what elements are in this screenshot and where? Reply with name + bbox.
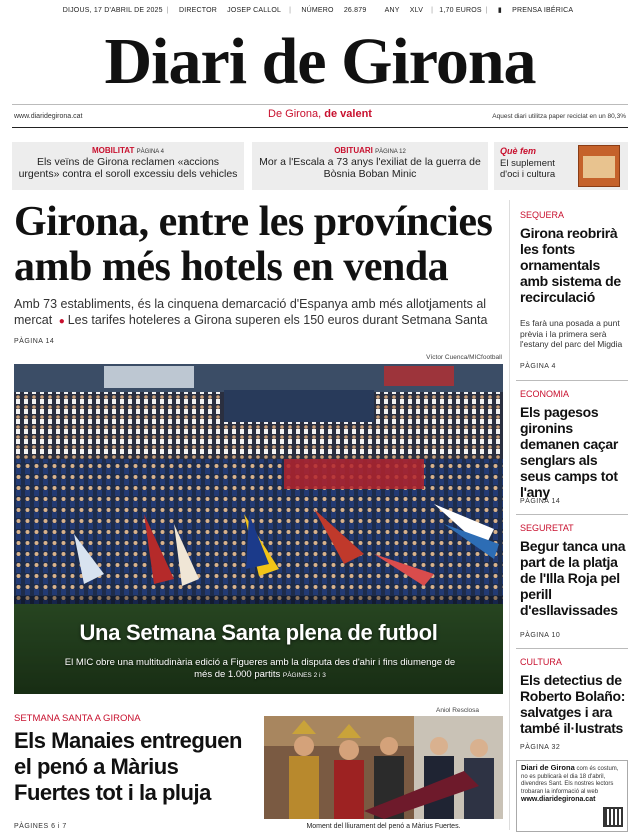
teaser-kicker: MOBILITAT: [92, 146, 135, 155]
sidebar-page-ref: PÀGINA 10: [520, 632, 561, 639]
website-url[interactable]: www.diaridegirona.cat: [14, 113, 83, 120]
issue-info-line: DIJOUS, 17 D'ABRIL DE 2025 | DIRECTOR JOSEP CALLOL | NÚMERO 26.879 ANY XLV | 1,70 EUROS | ▮ PRENSA IBÉRICA: [0, 6, 640, 14]
issue-price: 1,70 EUROS: [439, 7, 482, 14]
second-page-ref: PÀGINES 6 i 7: [14, 823, 67, 830]
recycled-paper-note: Aquest diari utilitza paper reciclat en un 80,3%: [492, 113, 626, 120]
teaser-mobilitat[interactable]: [12, 142, 244, 190]
teaser-text: Mor a l'Escala a 73 anys l'exiliat de la guerra de Bòsnia Boban Minic: [259, 156, 481, 180]
sidebar-rule: [516, 380, 628, 381]
column-divider: [509, 200, 510, 830]
teaser-page: PÀGINA 12: [375, 149, 406, 155]
publisher-logo-icon: ▮: [497, 7, 502, 14]
second-kicker: SETMANA SANTA A GIRONA: [14, 713, 141, 724]
supplement-text: El suplement d'oci i cultura: [500, 158, 556, 180]
issue-date: DIJOUS, 17 D'ABRIL DE 2025: [62, 7, 163, 14]
teaser-page: PÀGINA 4: [136, 149, 164, 155]
second-photo-credit: Aniol Resclosa: [436, 707, 479, 714]
photo-credit: Víctor Cuenca/MICfootball: [426, 354, 502, 361]
manaies-illustration: [264, 716, 503, 819]
teaser-kicker: OBITUARI: [334, 146, 373, 155]
sidebar-page-ref: PÀGINA 4: [520, 363, 556, 370]
imprint-name: Diari de Girona: [521, 763, 575, 772]
photo-caption-title[interactable]: Una Setmana Santa plena de futbol: [79, 620, 438, 645]
lead-headline[interactable]: Girona, entre les províncies amb més hotels en venda: [14, 199, 493, 290]
sidebar-kicker: CULTURA: [520, 657, 562, 667]
sidebar-headline[interactable]: Begur tanca una part de la platja de l'Illa Roja pel perill d'esllavissades: [520, 538, 626, 618]
teaser-obituari[interactable]: [252, 142, 488, 190]
supplement-logo: Què fem: [500, 146, 537, 156]
imprint-url[interactable]: www.diaridegirona.cat: [521, 796, 596, 803]
sidebar-kicker: SEGURETAT: [520, 523, 574, 533]
slogan: De Girona, de valent: [268, 108, 372, 120]
qr-code-icon[interactable]: [603, 807, 623, 827]
masthead-rule: [12, 104, 628, 105]
sidebar-kicker: ECONOMIA: [520, 389, 570, 399]
newspaper-masthead: Diari de Girona: [104, 25, 536, 98]
imprint-text: com és costum, no es publicarà el dia 18 d'abril, divendres Sant. Els nostres lectors trobaran la informació al web: [521, 766, 619, 795]
header-bottom-rule: [12, 127, 628, 128]
issue-number: NÚMERO 26.879: [301, 7, 367, 14]
sidebar-page-ref: PÀGINA 14: [520, 498, 561, 505]
sidebar-headline[interactable]: Els detectius de Roberto Bolaño: salvatges i ara també il·lustrats: [520, 672, 626, 736]
sidebar-kicker: SEQUERA: [520, 210, 565, 220]
sidebar-page-ref: PÀGINA 32: [520, 744, 561, 751]
publisher-group: ▮ PRENSA IBÉRICA: [490, 7, 581, 14]
second-headline[interactable]: Els Manaies entreguen el penó a Màrius Fuertes tot i la pluja: [14, 728, 242, 805]
supplement-promo[interactable]: [494, 142, 628, 190]
sidebar-rule: [516, 514, 628, 515]
lead-page-ref: PÀGINA 14: [14, 338, 55, 345]
sidebar-text: Es farà una posada a punt prèvia i la primera serà l'estany del parc del Migdia: [520, 318, 623, 349]
second-photo-caption: Moment del lliurament del penó a Màrius Fuertes.: [306, 823, 461, 830]
bullet-icon: ●: [58, 316, 65, 327]
photo-page-ref: PÀGINES 2 i 3: [282, 672, 326, 679]
sidebar-rule: [516, 648, 628, 649]
manaies-photo: [264, 716, 503, 819]
sidebar-headline[interactable]: Girona reobrirà les fonts ornamentals amb sistema de recirculació: [520, 225, 621, 305]
issue-year: ANY XLV: [384, 7, 424, 14]
supplement-cover-image: [578, 145, 620, 187]
teaser-text: Els veïns de Girona reclamen «accions urgents» contra el soroll excessiu dels vehicles: [18, 156, 238, 180]
sidebar-headline[interactable]: Els pagesos gironins demanen caçar senglars als seus camps tot l'any: [520, 404, 619, 500]
lead-deck: Amb 73 establiments, és la cinquena demarcació d'Espanya amb més allotjaments al mercat ● Les tarifes hoteleres a Girona superen els 150 euros durant Setmana Santa: [14, 297, 488, 327]
imprint-box: [516, 760, 628, 832]
director-label: DIRECTOR JOSEP CALLOL: [178, 7, 282, 14]
photo-caption-text: El MIC obre una multitudinària edició a Figueres amb la disputa des d'ahir i fins diumenge de més de 1.000 partits PÀGINES 2 i 3: [64, 657, 456, 680]
